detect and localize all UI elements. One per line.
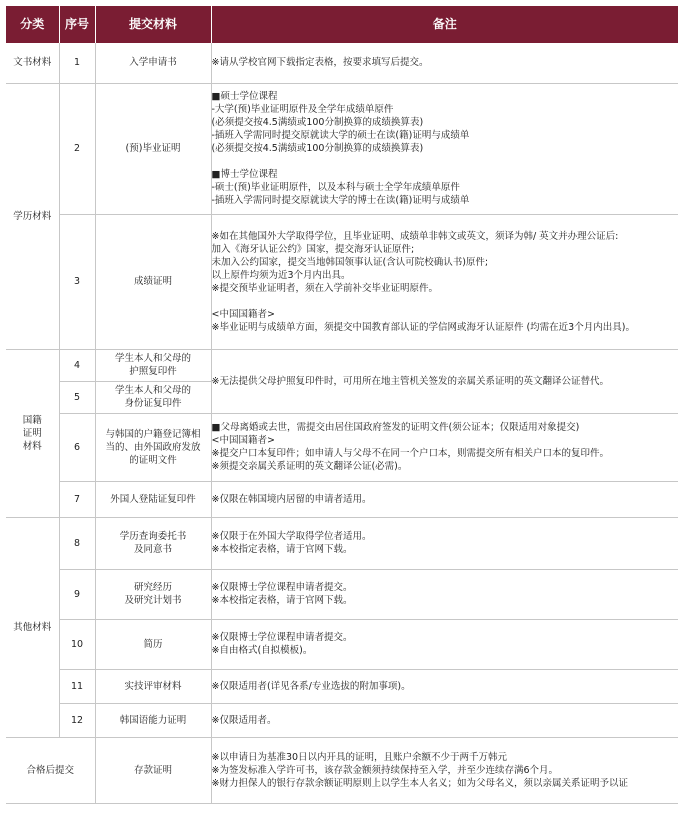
note-spacer <box>212 295 679 308</box>
note-cell <box>211 619 678 669</box>
material-cell <box>95 214 211 349</box>
material-text: 学历查询委托书 <box>119 531 187 542</box>
note-line: ※仅限适用者(详见各系/专业选拔的附加事项)。 <box>211 680 411 692</box>
header-material: 提交材料 <box>95 6 211 43</box>
note-line: 以上原件均须为近3个月内出具。 <box>211 269 351 281</box>
note-line: ※请从学校官网下载指定表格，按要求填写后提交。 <box>211 57 429 69</box>
table-row <box>6 214 678 349</box>
material-text: 及研究计划书 <box>124 595 182 606</box>
note-line: ※仅限适用者。 <box>211 714 277 726</box>
note-cell <box>211 413 678 481</box>
material-text: 成绩证明 <box>133 276 172 287</box>
note-line: (必须提交按4.5满绩或100分制换算的成绩换算表) <box>211 117 424 128</box>
table-row <box>6 481 678 517</box>
table-row <box>6 83 678 214</box>
table-row <box>6 703 678 737</box>
header-number: 序号 <box>59 6 95 43</box>
table-row <box>6 737 678 803</box>
row-number: 9 <box>59 569 95 619</box>
note-line: ■博士学位课程 <box>211 169 278 180</box>
note-line: ※仅限博士学位课程申请者提交。 <box>211 582 353 593</box>
material-text: 实技评审材料 <box>124 680 182 692</box>
table-row <box>6 569 678 619</box>
note-line: ※无法提供父母护照复印件时，可用所在地主管机关签发的亲属关系证明的英文翻译公证替代。 <box>211 375 609 387</box>
table-header-row <box>6 6 678 43</box>
table-row <box>6 349 678 381</box>
table-row <box>6 669 678 703</box>
material-cell <box>95 669 211 703</box>
note-cell <box>211 349 678 413</box>
material-text: 入学申请书 <box>129 57 177 69</box>
material-text: 学生本人和父母的 <box>114 385 191 396</box>
material-text: 护照复印件 <box>129 366 177 377</box>
category-education: 学历材料 <box>6 83 59 349</box>
note-cell <box>211 569 678 619</box>
material-cell <box>95 703 211 737</box>
note-line: ※毕业证明与成绩单方面，须提交中国教育部认证的学信网或海牙认证原件 (均需在近3个月内出具)。 <box>211 321 635 333</box>
material-text: 的证明文件 <box>129 454 177 466</box>
note-line: (必须提交按4.5满绩或100分制换算的成绩换算表) <box>211 143 424 154</box>
table-row <box>6 619 678 669</box>
category-nationality: 国籍 证明 材料 <box>6 349 59 517</box>
note-cell <box>211 517 678 569</box>
note-line: -大学(预)毕业证明原件及全学年成绩单原件 <box>211 104 394 115</box>
note-line: -硕士(预)毕业证明原件，以及本科与硕士全学年成绩单原件 <box>211 182 460 193</box>
material-cell <box>95 413 211 481</box>
material-text: 韩国语能力证明 <box>119 714 187 726</box>
material-cell <box>95 83 211 214</box>
note-cell <box>211 737 678 803</box>
material-cell <box>95 481 211 517</box>
material-text: 及同意书 <box>133 544 172 555</box>
note-cell <box>211 43 678 83</box>
note-line: ■硕士学位课程 <box>211 91 278 102</box>
note-line: -插班入学需同时提交原就读大学的硕士在读(籍)证明与成绩单 <box>211 130 470 141</box>
row-number: 1 <box>59 43 95 83</box>
note-line: ※自由格式(自拟模板)。 <box>211 645 313 656</box>
note-cell <box>211 481 678 517</box>
note-line: ※提交户口本复印件；如申请人与父母不在同一个户口本，则需提交所有相关户口本的复印件。 <box>211 448 609 459</box>
material-text: 外国人登陆证复印件 <box>110 493 196 505</box>
note-line: ※以申请日为基准30日以内开具的证明，且账户余额不少于两千万韩元 <box>211 751 508 763</box>
table-row <box>6 43 678 83</box>
material-text: 研究经历 <box>133 582 172 593</box>
category-document: 文书材料 <box>6 43 59 83</box>
material-text: 与韩国的户籍登记簿相 <box>105 428 201 440</box>
note-line: -插班入学需同时提交原就读大学的博士在读(籍)证明与成绩单 <box>211 195 470 206</box>
row-number: 10 <box>59 619 95 669</box>
row-number: 3 <box>59 214 95 349</box>
material-cell <box>95 619 211 669</box>
note-line: ※如在其他国外大学取得学位，且毕业证明、成绩单非韩文或英文，须译为韩/ 英文并办理公证后: <box>211 230 619 242</box>
note-spacer <box>212 155 679 168</box>
note-line: <中国国籍者> <box>211 435 275 446</box>
note-cell <box>211 83 678 214</box>
material-cell <box>95 381 211 413</box>
table-row <box>6 517 678 569</box>
row-number: 5 <box>59 381 95 413</box>
material-text: (预)毕业证明 <box>125 143 181 154</box>
row-number: 8 <box>59 517 95 569</box>
material-text: 身份证复印件 <box>124 398 182 409</box>
category-after-admission: 合格后提交 <box>6 737 95 803</box>
material-cell <box>95 569 211 619</box>
note-line: ※仅限博士学位课程申请者提交。 <box>211 632 353 643</box>
note-cell <box>211 214 678 349</box>
row-number: 6 <box>59 413 95 481</box>
note-line: 加入《海牙认证公约》国家，提交海牙认证原件; <box>211 243 415 255</box>
material-text: 学生本人和父母的 <box>114 353 191 364</box>
note-line: <中国国籍者> <box>211 308 275 320</box>
note-line: ※为签发标准入学许可书，该存款金额须持续保持至入学，并至少连续存满6个月。 <box>211 764 559 776</box>
material-cell <box>95 737 211 803</box>
header-category: 分类 <box>6 6 59 43</box>
note-line: ※提交预毕业证明者，须在入学前补交毕业证明原件。 <box>211 282 438 294</box>
material-cell <box>95 517 211 569</box>
table-row <box>6 413 678 481</box>
row-number: 12 <box>59 703 95 737</box>
material-text: 存款证明 <box>133 764 172 776</box>
material-cell <box>95 43 211 83</box>
material-cell <box>95 349 211 381</box>
row-number: 2 <box>59 83 95 214</box>
note-line: ※仅限在韩国境内居留的申请者适用。 <box>211 493 372 505</box>
material-text: 简历 <box>143 638 163 650</box>
note-cell <box>211 703 678 737</box>
note-line: ■父母离婚或去世，需提交由居住国政府签发的证明文件(须公证本；仅限适用对象提交) <box>211 422 580 433</box>
material-text: 当的、由外国政府发放 <box>105 441 201 453</box>
note-line: ※仅限于在外国大学取得学位者适用。 <box>211 531 372 542</box>
category-other: 其他材料 <box>6 517 59 737</box>
required-documents-table <box>6 6 678 804</box>
note-line: ※须提交亲属关系证明的英文翻译公证(必需)。 <box>211 461 408 472</box>
row-number: 4 <box>59 349 95 381</box>
note-line: ※本校指定表格，请于官网下载。 <box>211 595 353 606</box>
note-line: 未加入公约国家，提交当地韩国领事认证(含认可院校确认书)原件; <box>211 256 489 268</box>
row-number: 11 <box>59 669 95 703</box>
note-cell <box>211 669 678 703</box>
note-line: ※本校指定表格，请于官网下载。 <box>211 544 353 555</box>
note-line: ※财力担保人的银行存款余额证明原则上以学生本人名义；如为父母名义，须以亲属关系证明予以证 <box>211 777 628 789</box>
row-number: 7 <box>59 481 95 517</box>
header-note: 备注 <box>211 6 678 43</box>
